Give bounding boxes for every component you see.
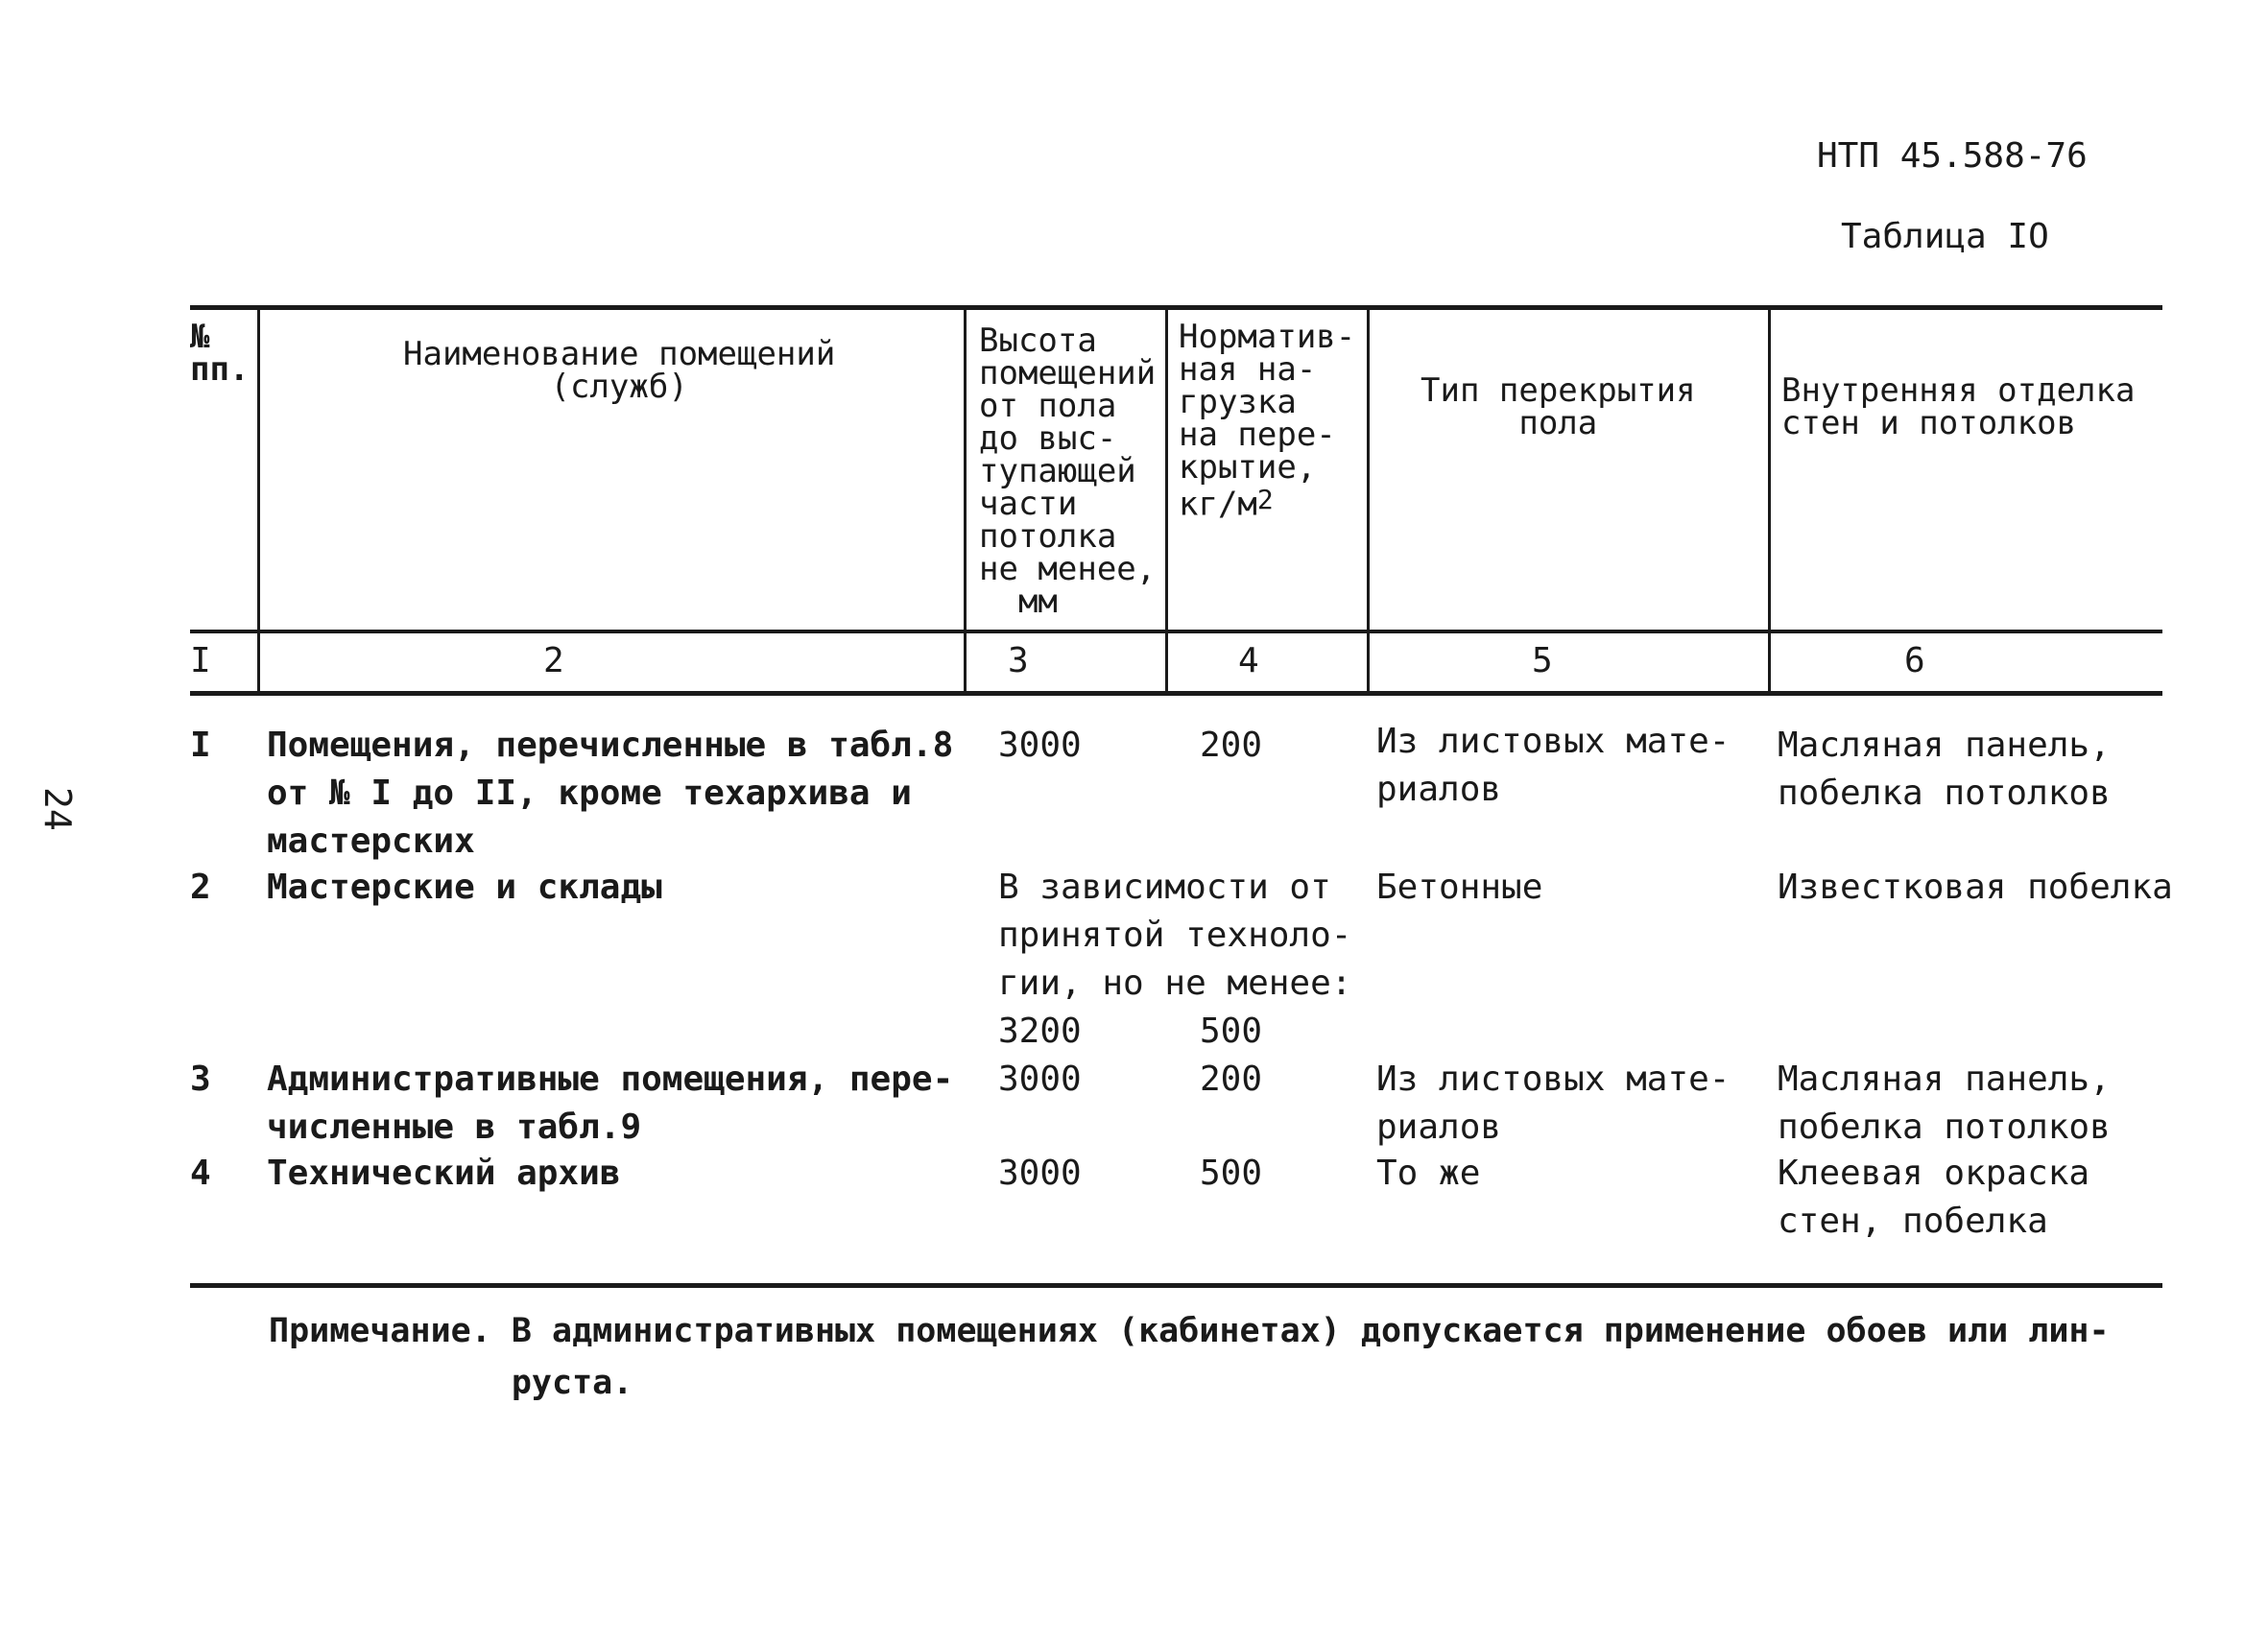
row-height: 3000 — [998, 726, 1082, 765]
row-room-name: Помещения, перечисленные в табл.8 от № I до II, кроме техархива и мастерских — [267, 726, 954, 861]
header-floor-load — [1179, 318, 1356, 524]
row-room-name: Административные помещения, пере- численные в табл.9 — [267, 1060, 954, 1147]
column-number: 3 — [1008, 641, 1029, 680]
row-load: 200 — [1200, 726, 1263, 765]
row-finish: Известковая побелка — [1778, 868, 2173, 907]
table-top-rule — [190, 305, 2162, 310]
row-height: 3000 — [998, 1060, 1082, 1099]
header-floor-load-text: Норматив- ная на- грузка на пере- крытие, кг/м — [1179, 318, 1356, 524]
row-floor-type: Из листовых мате- риалов — [1376, 1060, 1731, 1147]
header-floor-type: Тип перекрытия пола — [1420, 371, 1696, 442]
column-number: 2 — [543, 641, 564, 680]
row-floor-type: То же — [1376, 1154, 1481, 1193]
row-load: 500 — [1200, 1012, 1263, 1051]
row-finish: Клеевая окраска стен, побелка — [1778, 1154, 2090, 1241]
column-number: 5 — [1532, 641, 1553, 680]
row-load: 500 — [1200, 1154, 1263, 1193]
row-number: 4 — [190, 1154, 211, 1193]
row-number: I — [190, 726, 211, 765]
row-load: 200 — [1200, 1060, 1263, 1099]
header-room-name: Наименование помещений (служб) — [403, 335, 836, 406]
row-room-name: Мастерские и склады — [267, 868, 662, 907]
table-note: Примечание. В административных помещениях (кабинетах) допускается применение обоев или лин- руста. — [269, 1312, 2110, 1402]
table-label: Таблица IO — [1841, 217, 2049, 256]
row-height: 3200 — [998, 1012, 1082, 1051]
column-divider — [1768, 307, 1771, 693]
row-floor-type: Бетонные — [1376, 868, 1543, 907]
header-room-height: Высота помещений от пола до выс- тупающей части потолка не менее, мм — [979, 321, 1157, 621]
document-code: НТП 45.588-76 — [1817, 136, 2088, 176]
row-height: 3000 — [998, 1154, 1082, 1193]
column-divider — [1367, 307, 1370, 693]
column-divider — [257, 307, 260, 693]
header-unit-superscript: 2 — [1256, 484, 1274, 515]
column-number: 4 — [1238, 641, 1259, 680]
header-bottom-rule — [190, 630, 2162, 633]
row-room-name: Технический архив — [267, 1154, 621, 1193]
header-interior-finish: Внутренняя отделка стен и потолков — [1781, 371, 2136, 442]
column-divider — [1165, 307, 1168, 693]
row-number: 3 — [190, 1060, 211, 1099]
column-number: 6 — [1904, 641, 1925, 680]
column-numbers-rule — [190, 691, 2162, 696]
table-bottom-rule — [190, 1283, 2162, 1288]
header-number: № пп. — [190, 318, 250, 389]
column-divider — [964, 307, 967, 693]
row-finish: Масляная панель, побелка потолков — [1778, 726, 2111, 813]
row-finish: Масляная панель, побелка потолков — [1778, 1060, 2111, 1147]
page-number: 24 — [36, 787, 79, 831]
row-span-note: В зависимости от принятой техноло- гии, но не менее: — [998, 868, 1352, 1003]
row-floor-type: Из листовых мате- риалов — [1376, 722, 1731, 809]
row-number: 2 — [190, 868, 211, 907]
column-number: I — [190, 641, 211, 680]
